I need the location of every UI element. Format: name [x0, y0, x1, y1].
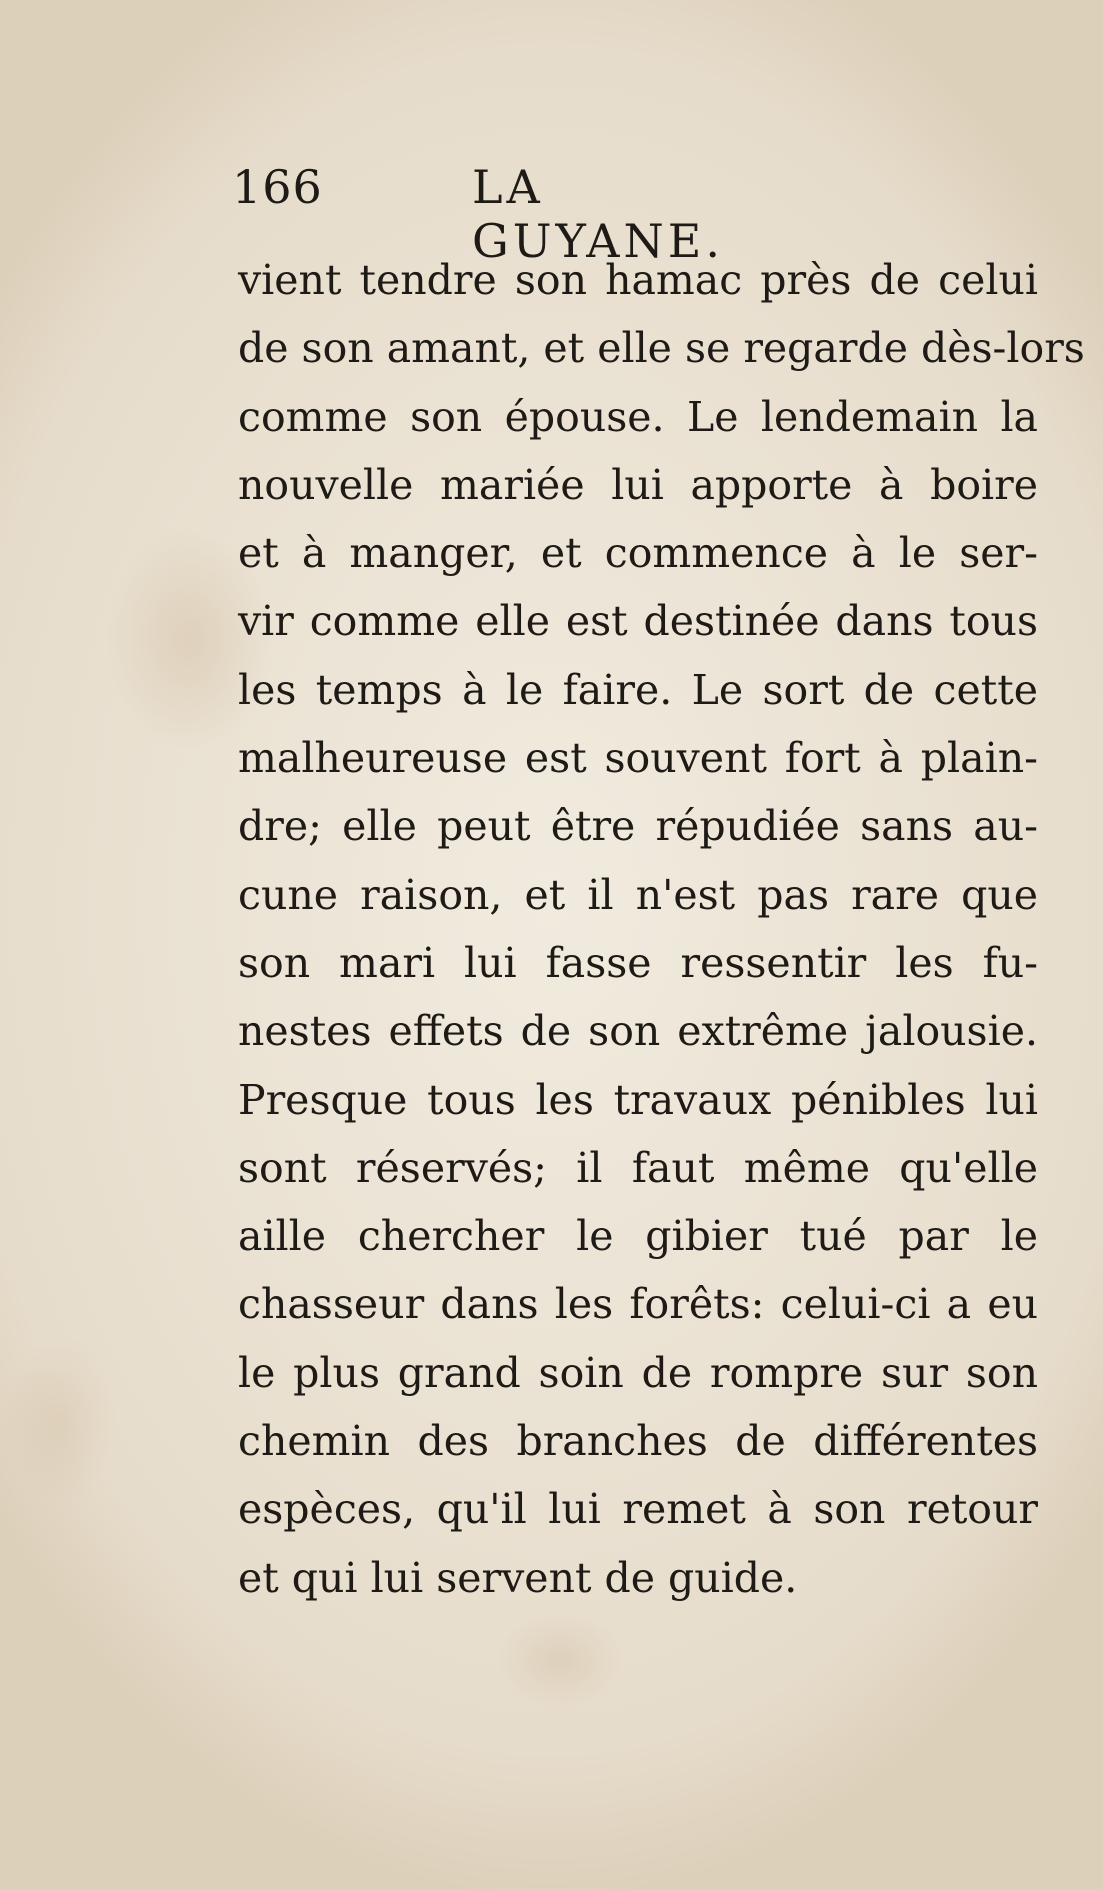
- text-line: cune raison, et il n'est pas rare que: [238, 870, 1038, 919]
- running-head: [232, 160, 792, 268]
- text-line: Presque tous les travaux pénibles lui: [238, 1075, 1038, 1124]
- text-line: chasseur dans les forêts: celui-ci a eu: [238, 1280, 1038, 1329]
- text-line: dre; elle peut être répudiée sans au-: [238, 802, 1038, 851]
- text-line: chemin des branches de différentes: [238, 1417, 1038, 1466]
- text-line: son mari lui fasse ressentir les fu-: [238, 938, 1038, 987]
- text-line: vient tendre son hamac près de celui: [238, 256, 1038, 304]
- page-number: 166: [232, 160, 323, 214]
- running-title: LA GUYANE.: [472, 160, 724, 268]
- text-line: le plus grand soin de rompre sur son: [238, 1348, 1038, 1397]
- text-line: de son amant, et elle se regarde dès-lors: [238, 324, 1085, 373]
- text-line: espèces, qu'il lui remet à son retour: [238, 1485, 1038, 1534]
- text-line: comme son épouse. Le lendemain la: [238, 392, 1038, 441]
- body-text: [238, 246, 1085, 1612]
- text-line: et qui lui servent de guide.: [238, 1553, 798, 1602]
- text-line: malheureuse est souvent fort à plain-: [238, 734, 1038, 783]
- text-line: nouvelle mariée lui apporte à boire: [238, 460, 1038, 509]
- text-line: aille chercher le gibier tué par le: [238, 1212, 1038, 1261]
- text-line: vir comme elle est destinée dans tous: [238, 597, 1038, 646]
- text-line: sont réservés; il faut même qu'elle: [238, 1143, 1038, 1192]
- text-line: nestes effets de son extrême jalousie.: [238, 1007, 1038, 1056]
- text-line: et à manger, et commence à le ser-: [238, 529, 1038, 578]
- text-line: les temps à le faire. Le sort de cette: [238, 665, 1038, 714]
